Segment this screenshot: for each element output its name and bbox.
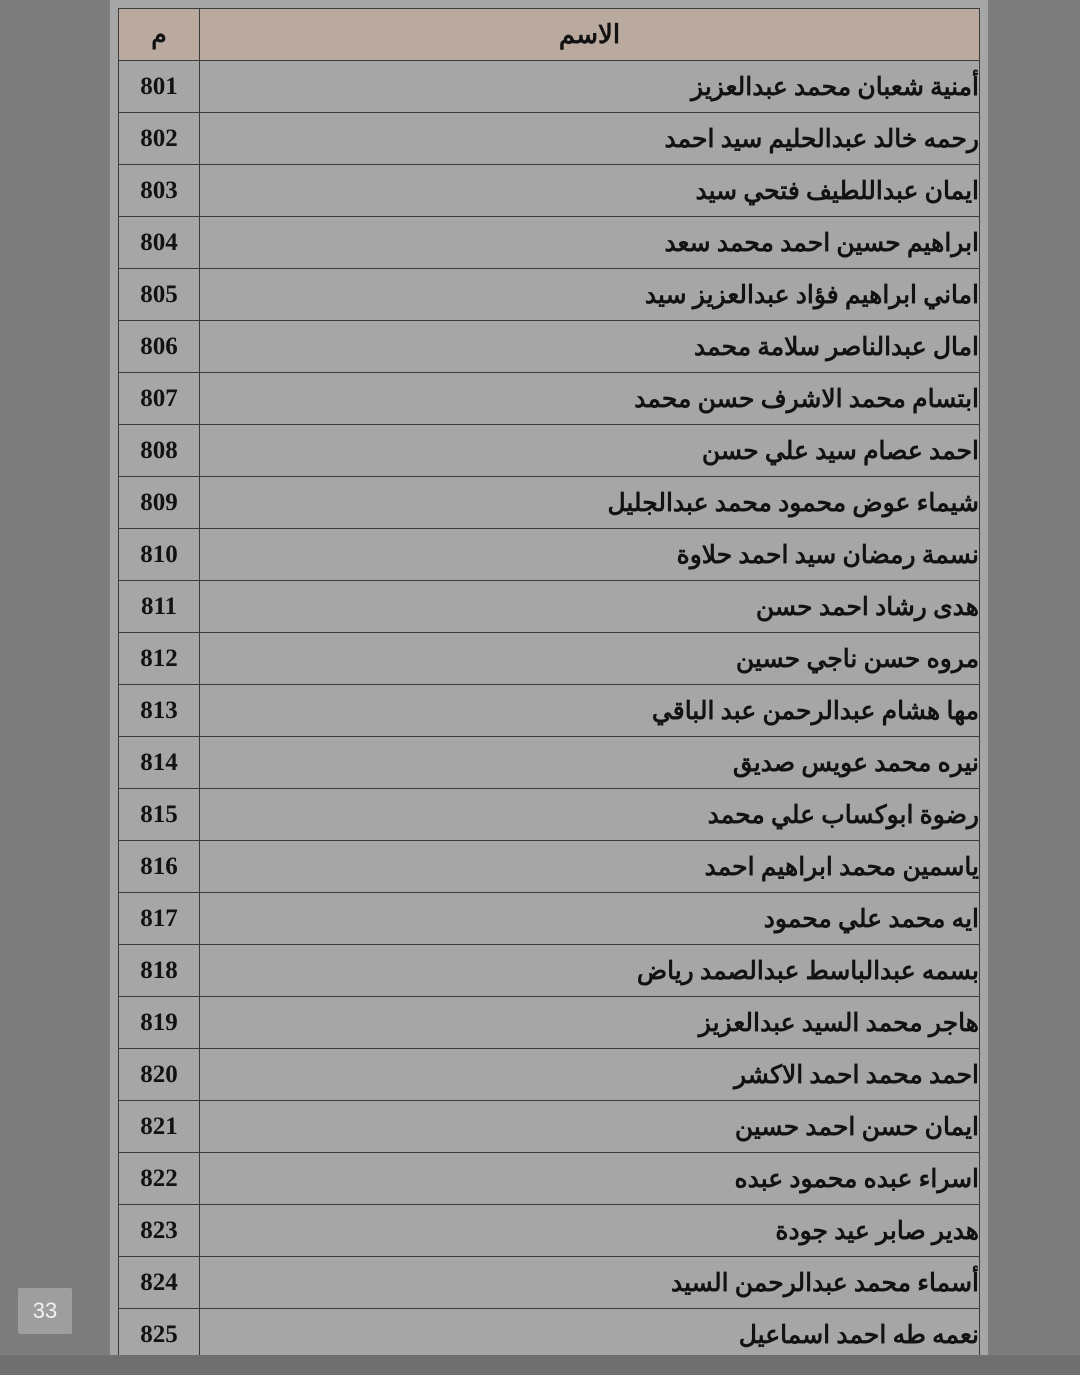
cell-name: هاجر محمد السيد عبدالعزيز xyxy=(200,997,980,1049)
cell-index: 804 xyxy=(119,217,200,269)
table-row xyxy=(119,1309,980,1361)
cell-index: 825 xyxy=(119,1309,200,1361)
table-row xyxy=(119,269,980,321)
cell-index: 820 xyxy=(119,1049,200,1101)
cell-name: احمد عصام سيد علي حسن xyxy=(200,425,980,477)
cell-index: 812 xyxy=(119,633,200,685)
column-header-name: الاسم xyxy=(200,9,980,61)
cell-name: هدير صابر عيد جودة xyxy=(200,1205,980,1257)
cell-index: 809 xyxy=(119,477,200,529)
column-header-index: م xyxy=(119,9,200,61)
cell-name: ابراهيم حسين احمد محمد سعد xyxy=(200,217,980,269)
cell-name: شيماء عوض محمود محمد عبدالجليل xyxy=(200,477,980,529)
cell-name: ايه محمد علي محمود xyxy=(200,893,980,945)
table-row xyxy=(119,1101,980,1153)
cell-name: اماني ابراهيم فؤاد عبدالعزيز سيد xyxy=(200,269,980,321)
document-page xyxy=(110,0,988,1355)
cell-name: مروه حسن ناجي حسين xyxy=(200,633,980,685)
cell-name: ابتسام محمد الاشرف حسن محمد xyxy=(200,373,980,425)
cell-name: أسماء محمد عبدالرحمن السيد xyxy=(200,1257,980,1309)
cell-name: ايمان حسن احمد حسين xyxy=(200,1101,980,1153)
cell-name: رضوة ابوكساب علي محمد xyxy=(200,789,980,841)
viewer-bottom-bar xyxy=(0,1355,1080,1375)
page-number-badge: 33 xyxy=(18,1288,72,1334)
cell-index: 822 xyxy=(119,1153,200,1205)
names-table xyxy=(118,8,980,1361)
cell-name: رحمه خالد عبدالحليم سيد احمد xyxy=(200,113,980,165)
cell-index: 823 xyxy=(119,1205,200,1257)
cell-name: اسراء عبده محمود عبده xyxy=(200,1153,980,1205)
cell-index: 808 xyxy=(119,425,200,477)
cell-index: 818 xyxy=(119,945,200,997)
cell-name: نيره محمد عويس صديق xyxy=(200,737,980,789)
cell-name: امال عبدالناصر سلامة محمد xyxy=(200,321,980,373)
cell-name: مها هشام عبدالرحمن عبد الباقي xyxy=(200,685,980,737)
table-row xyxy=(119,1257,980,1309)
table-row xyxy=(119,945,980,997)
table-row xyxy=(119,61,980,113)
cell-index: 811 xyxy=(119,581,200,633)
table-row xyxy=(119,685,980,737)
cell-index: 813 xyxy=(119,685,200,737)
cell-index: 821 xyxy=(119,1101,200,1153)
table-row xyxy=(119,841,980,893)
table-row xyxy=(119,477,980,529)
cell-index: 805 xyxy=(119,269,200,321)
table-row xyxy=(119,737,980,789)
page-margin-left xyxy=(0,0,110,1375)
cell-index: 816 xyxy=(119,841,200,893)
cell-name: احمد محمد احمد الاكشر xyxy=(200,1049,980,1101)
cell-index: 815 xyxy=(119,789,200,841)
cell-index: 806 xyxy=(119,321,200,373)
table-header-row xyxy=(119,9,980,61)
clipped-header-text xyxy=(110,0,988,2)
table-row xyxy=(119,893,980,945)
cell-index: 807 xyxy=(119,373,200,425)
cell-index: 801 xyxy=(119,61,200,113)
cell-index: 814 xyxy=(119,737,200,789)
table-row xyxy=(119,321,980,373)
table-row xyxy=(119,1153,980,1205)
cell-name: بسمه عبدالباسط عبدالصمد رياض xyxy=(200,945,980,997)
table-row xyxy=(119,425,980,477)
cell-name: نعمه طه احمد اسماعيل xyxy=(200,1309,980,1361)
table-row xyxy=(119,1049,980,1101)
table-row xyxy=(119,113,980,165)
table-row xyxy=(119,581,980,633)
page-margin-right xyxy=(988,0,1080,1375)
table-row xyxy=(119,633,980,685)
cell-index: 819 xyxy=(119,997,200,1049)
table-row xyxy=(119,165,980,217)
table-row xyxy=(119,529,980,581)
table-body xyxy=(119,61,980,1361)
table-row xyxy=(119,217,980,269)
cell-index: 810 xyxy=(119,529,200,581)
cell-name: ياسمين محمد ابراهيم احمد xyxy=(200,841,980,893)
cell-index: 803 xyxy=(119,165,200,217)
table-row xyxy=(119,789,980,841)
cell-index: 824 xyxy=(119,1257,200,1309)
cell-name: نسمة رمضان سيد احمد حلاوة xyxy=(200,529,980,581)
cell-index: 802 xyxy=(119,113,200,165)
table-row xyxy=(119,373,980,425)
table-row xyxy=(119,997,980,1049)
table-header xyxy=(119,9,980,61)
cell-name: هدى رشاد احمد حسن xyxy=(200,581,980,633)
cell-index: 817 xyxy=(119,893,200,945)
table-row xyxy=(119,1205,980,1257)
cell-name: ايمان عبداللطيف فتحي سيد xyxy=(200,165,980,217)
cell-name: أمنية شعبان محمد عبدالعزيز xyxy=(200,61,980,113)
